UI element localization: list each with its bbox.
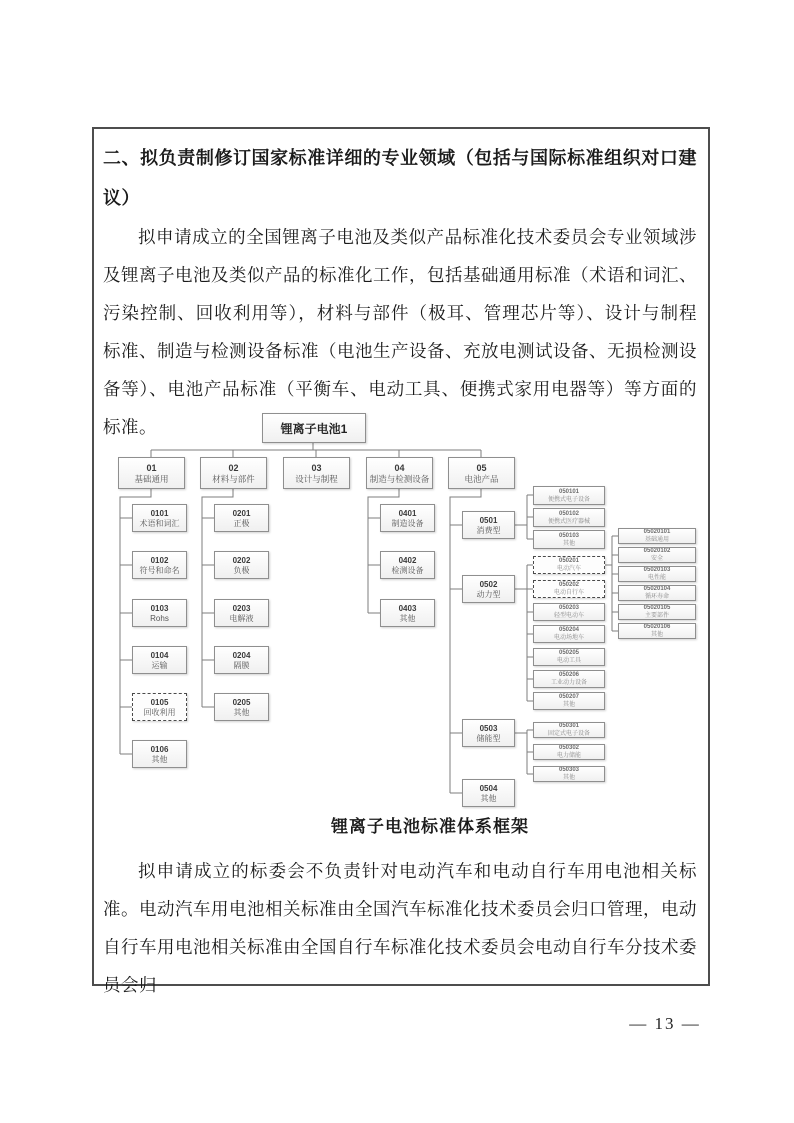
diagram-node-0104: 0104 运输 xyxy=(132,646,187,674)
diagram-node-050203: 050203 轻型电动车 xyxy=(533,603,605,621)
diagram-node-050204: 050204 电动场地车 xyxy=(533,625,605,643)
diagram-node-0105: 0105 回收利用 xyxy=(132,693,187,721)
diagram-node-0401: 0401 制造设备 xyxy=(380,504,435,532)
diagram-node-0201: 0201 正极 xyxy=(214,504,269,532)
diagram-node-0202: 0202 负极 xyxy=(214,551,269,579)
diagram-node-0501: 0501 消费型 xyxy=(462,511,515,539)
diagram-node-0106: 0106 其他 xyxy=(132,740,187,768)
diagram-node-05020103: 05020103 电性能 xyxy=(618,566,696,582)
diagram-node-050102: 050102 便携式医疗器械 xyxy=(533,508,605,527)
diagram-node-050205: 050205 电动工具 xyxy=(533,648,605,666)
diagram-node-050101: 050101 便携式电子设备 xyxy=(533,486,605,505)
diagram-node-0504: 0504 其他 xyxy=(462,779,515,807)
diagram-node-050201: 050201 电动汽车 xyxy=(533,556,605,574)
diagram-node-05020102: 05020102 安全 xyxy=(618,547,696,563)
page-number: — 13 — xyxy=(629,1014,701,1033)
diagram-node-03: 03 设计与制程 xyxy=(283,457,350,489)
diagram-node-050301: 050301 固定式电子设备 xyxy=(533,722,605,738)
diagram-node-050206: 050206 工业动力设备 xyxy=(533,670,605,688)
diagram-node-0205: 0205 其他 xyxy=(214,693,269,721)
diagram-node-0502: 0502 动力型 xyxy=(462,575,515,603)
diagram-node-0503: 0503 储能型 xyxy=(462,719,515,747)
diagram-node-04: 04 制造与检测设备 xyxy=(366,457,433,489)
diagram-node-05020101: 05020101 基础通用 xyxy=(618,528,696,544)
diagram-node-0203: 0203 电解液 xyxy=(214,599,269,627)
diagram-node-05020105: 05020105 主要部件 xyxy=(618,604,696,620)
diagram-node-05020106: 05020106 其他 xyxy=(618,623,696,639)
diagram-node-0102: 0102 符号和命名 xyxy=(132,551,187,579)
diagram-node-05: 05 电池产品 xyxy=(448,457,515,489)
diagram-node-0103: 0103 Rohs xyxy=(132,599,187,627)
diagram-node-0402: 0402 检测设备 xyxy=(380,551,435,579)
diagram-node-0204: 0204 隔膜 xyxy=(214,646,269,674)
figure-caption: 锂离子电池标准体系框架 xyxy=(331,817,529,836)
diagram-node-02: 02 材料与部件 xyxy=(200,457,267,489)
diagram-node-0403: 0403 其他 xyxy=(380,599,435,627)
diagram-node-01: 01 基础通用 xyxy=(118,457,185,489)
paragraph-exclusions: 拟申请成立的标委会不负责针对电动汽车和电动自行车用电池相关标准。电动汽车用电池相关标准由全国汽车标准化技术委员会归口管理，电动自行车用电池相关标准由全国自行车标准化技术委员会电动自行车分技术委员会归 xyxy=(103,861,697,995)
diagram-node-050207: 050207 其他 xyxy=(533,692,605,710)
diagram-node-050303: 050303 其他 xyxy=(533,766,605,782)
diagram-node-05020104: 05020104 循环寿命 xyxy=(618,585,696,601)
diagram-node-0101: 0101 术语和词汇 xyxy=(132,504,187,532)
diagram-node-050103: 050103 其他 xyxy=(533,530,605,549)
diagram-node-050302: 050302 电力储能 xyxy=(533,744,605,760)
section-heading: 二、拟负责制修订国家标准详细的专业领域（包括与国际标准组织对口建议） xyxy=(103,148,697,208)
diagram-node-root: 锂离子电池1 xyxy=(262,413,366,443)
diagram-node-050202: 050202 电动自行车 xyxy=(533,580,605,598)
paragraph-scope: 拟申请成立的全国锂离子电池及类似产品标准化技术委员会专业领域涉及锂离子电池及类似产品的标准化工作，包括基础通用标准（术语和词汇、污染控制、回收利用等），材料与部件（极耳、管理芯片等）、设计与制程标准、制造与检测设备标准（电池生产设备、充放电测试设备、无损检测设备等）、电池产品标准（平衡车、电动工具、便携式家用电器等）等方面的标准。 xyxy=(103,227,697,437)
